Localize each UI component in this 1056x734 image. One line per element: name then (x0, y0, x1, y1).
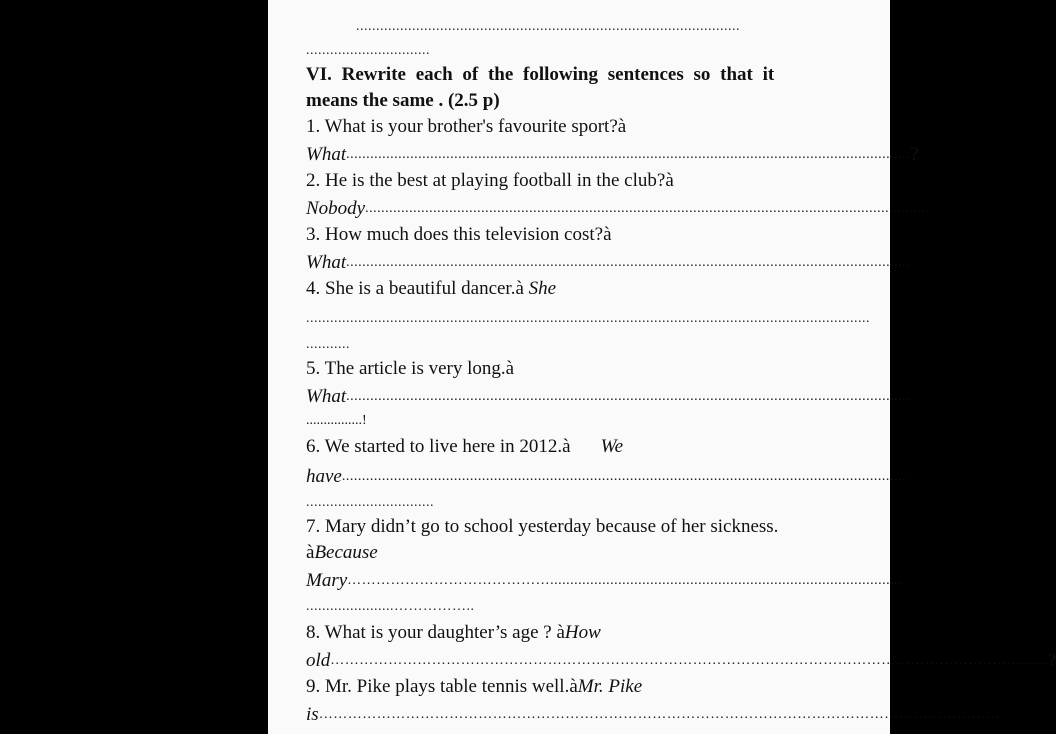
answer-6 (306, 466, 906, 488)
worksheet-page (268, 0, 1056, 734)
answer-line-cont: ........... (306, 337, 350, 352)
answer-line-cont: ................................ (306, 495, 434, 510)
prompt-text: 6. We started to live here in 2012.à (306, 436, 571, 457)
prompt-arrow: à (306, 542, 315, 563)
prompt-italic: She (528, 278, 557, 299)
answer-line-cont: ................! (306, 413, 367, 428)
answer-start: old (306, 650, 331, 671)
answer-start: What (306, 386, 347, 407)
answer-blank: ............................................................................................................................................. (365, 201, 930, 216)
prompt-italic: Mr. Pike (577, 676, 643, 697)
answer-start: have (306, 466, 342, 487)
answer-end: ? (1047, 650, 1056, 671)
question-6 (306, 436, 623, 458)
answer-start: What (306, 144, 347, 165)
question-3: 3. How much does this television cost?à (306, 224, 612, 245)
answer-blank: ……………………………………………………………………………………………………………………………......... (330, 653, 1048, 668)
answer-start: is (306, 704, 319, 725)
answer-blank: ……………………………………........................................................................................ (347, 573, 903, 588)
question-7-line2 (306, 542, 378, 564)
prompt-text: 4. She is a beautiful dancer.à (306, 278, 529, 299)
section-heading: VI. Rewrite each of the following sentences so that it (306, 64, 775, 85)
answer-start: What (306, 252, 347, 273)
answer-start: Nobody (306, 198, 366, 219)
answer-3 (306, 252, 911, 274)
answer-end: ? (910, 144, 919, 165)
question-4 (306, 278, 556, 300)
prompt-italic: How (564, 622, 601, 643)
prompt-text: 8. What is your daughter’s age ? à (306, 622, 565, 643)
answer-blank: ............................................................................................................................................. (346, 389, 911, 404)
answer-line: ................................................................................................ (356, 19, 740, 34)
answer-blank: ............................................................................................................................................. (341, 469, 906, 484)
answer-blank: …………………………………………………………………………………………………………………………… (318, 707, 1001, 722)
question-2: 2. He is the best at playing football in the club?à (306, 170, 674, 191)
answer-line: ............................................................................................................................................. (306, 311, 870, 326)
answer-7 (306, 570, 903, 592)
answer-5 (306, 386, 911, 408)
answer-1 (306, 144, 919, 166)
question-8 (306, 622, 601, 644)
question-1: 1. What is your brother's favourite sport?à (306, 116, 627, 137)
answer-8 (306, 650, 1056, 672)
question-7: 7. Mary didn’t go to school yesterday because of her sickness. (306, 516, 779, 537)
prompt-text: 9. Mr. Pike plays table tennis well.à (306, 676, 578, 697)
answer-2 (306, 198, 930, 220)
answer-9 (306, 704, 1001, 726)
section-heading-cont: means the same . (2.5 p) (306, 90, 500, 111)
answer-line-cont: ......................…………….. (306, 599, 475, 614)
prompt-italic: Because (314, 542, 378, 563)
prompt-italic: We (600, 436, 624, 457)
answer-blank: ............................................................................................................................................. (346, 255, 911, 270)
question-5: 5. The article is very long.à (306, 358, 515, 379)
answer-blank: ............................................................................................................................................. (346, 147, 911, 162)
question-9 (306, 676, 642, 698)
answer-start: Mary (306, 570, 348, 591)
answer-line: ............................... (306, 43, 430, 58)
